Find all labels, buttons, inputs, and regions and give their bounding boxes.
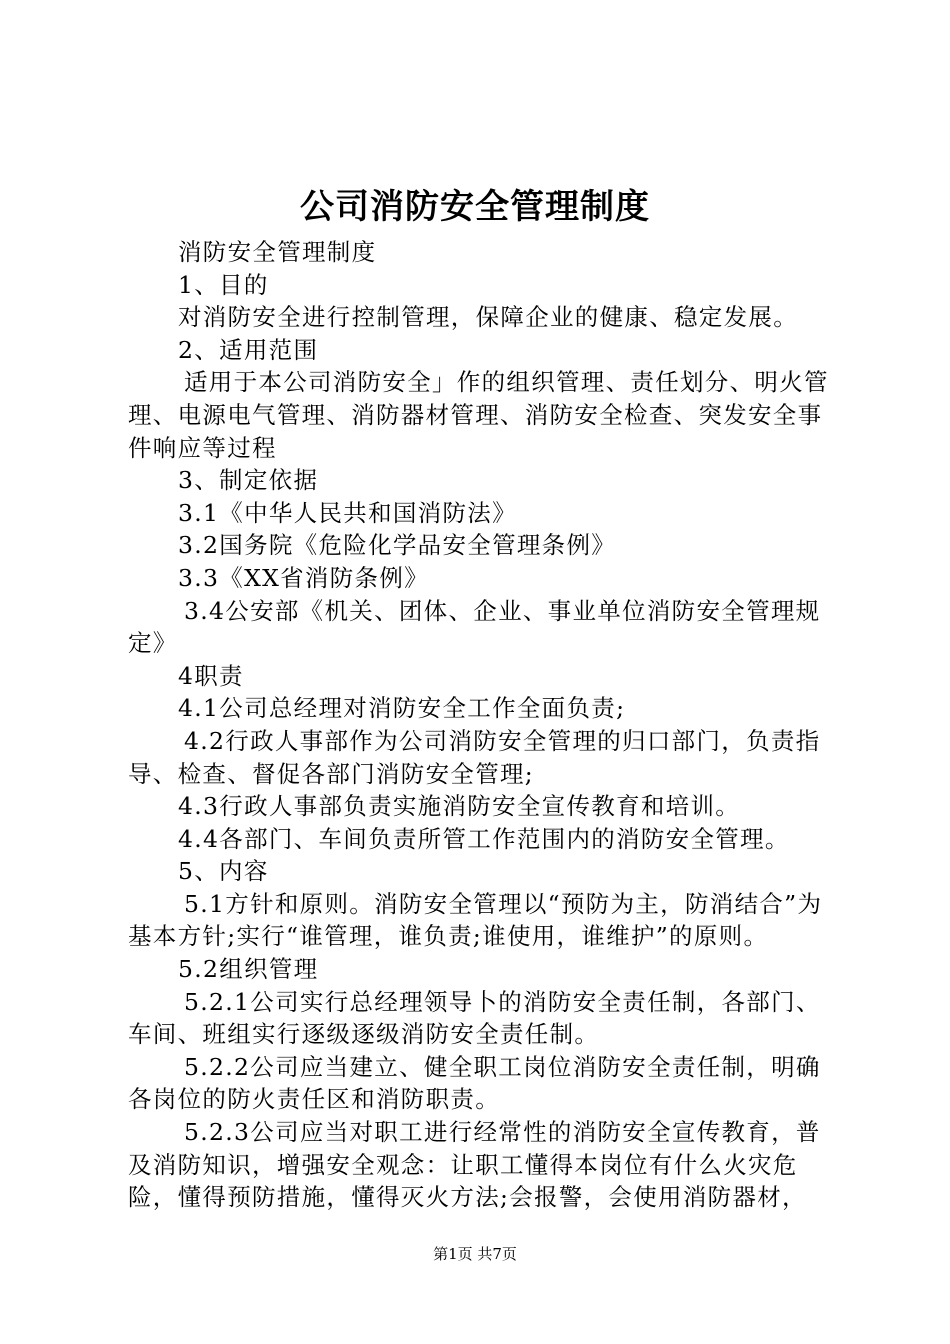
- paragraph: 5.1方针和原则。消防安全管理以“预防为主，防消结合”为基本方针;实行“谁管理，谁负责;谁使用，谁维护”的原则。: [128, 889, 823, 951]
- paragraph: 4.4各部门、车间负责所管工作范围内的消防安全管理。: [178, 824, 790, 853]
- page-number-footer: 第1页 共7页: [433, 1245, 517, 1263]
- paragraph: 4.3行政人事部负责实施消防安全宣传教育和培训。: [178, 792, 741, 821]
- paragraph: 适用于本公司消防安全」作的组织管理、责任划分、明火管理、电源电气管理、消防器材管理、消防安全检查、突发安全事件响应等过程: [128, 368, 829, 462]
- paragraph: 5、内容: [178, 857, 269, 886]
- paragraph: 3.4公安部《机关、团体、企业、事业单位消防安全管理规定》: [128, 596, 821, 658]
- paragraph: 3.2国务院《危险化学品安全管理条例》: [178, 531, 617, 560]
- paragraph: 4职责: [178, 661, 244, 690]
- paragraph: 5.2.1公司实行总经理领导卜的消防安全责任制，各部门、车间、班组实行逐级逐级消防安全责任制。: [128, 987, 821, 1049]
- document-title: 公司消防安全管理制度: [300, 187, 650, 227]
- paragraph: 3、制定依据: [178, 466, 319, 495]
- paragraph: 1、目的: [178, 270, 269, 299]
- paragraph: 对消防安全进行控制管理，保障企业的健康、稳定发展。: [178, 303, 798, 332]
- paragraph: 3.3《XX省消防条例》: [178, 563, 429, 592]
- paragraph: 3.1《中华人民共和国消防法》: [178, 498, 517, 527]
- paragraph: 5.2.3公司应当对职工进行经常性的消防安全宣传教育，普及消防知识，增强安全观念：让职工懂得本岗位有什么火灾危险，懂得预防措施，懂得灭火方法;会报警，会使用消防器材，: [128, 1118, 821, 1212]
- paragraph: 消防安全管理制度: [178, 238, 377, 266]
- paragraph: 5.2.2公司应当建立、健全职工岗位消防安全责任制，明确各岗位的防火责任区和消防职责。: [128, 1052, 821, 1114]
- paragraph: 4.1公司总经理对消防安全工作全面负责;: [178, 694, 626, 723]
- document-body: [128, 236, 834, 1214]
- paragraph: 4.2行政人事部作为公司消防安全管理的归口部门，负责指导、检查、督促各部门消防安全管理;: [128, 726, 821, 788]
- paragraph: 2、适用范围: [178, 335, 319, 364]
- paragraph: 5.2组织管理: [178, 955, 319, 984]
